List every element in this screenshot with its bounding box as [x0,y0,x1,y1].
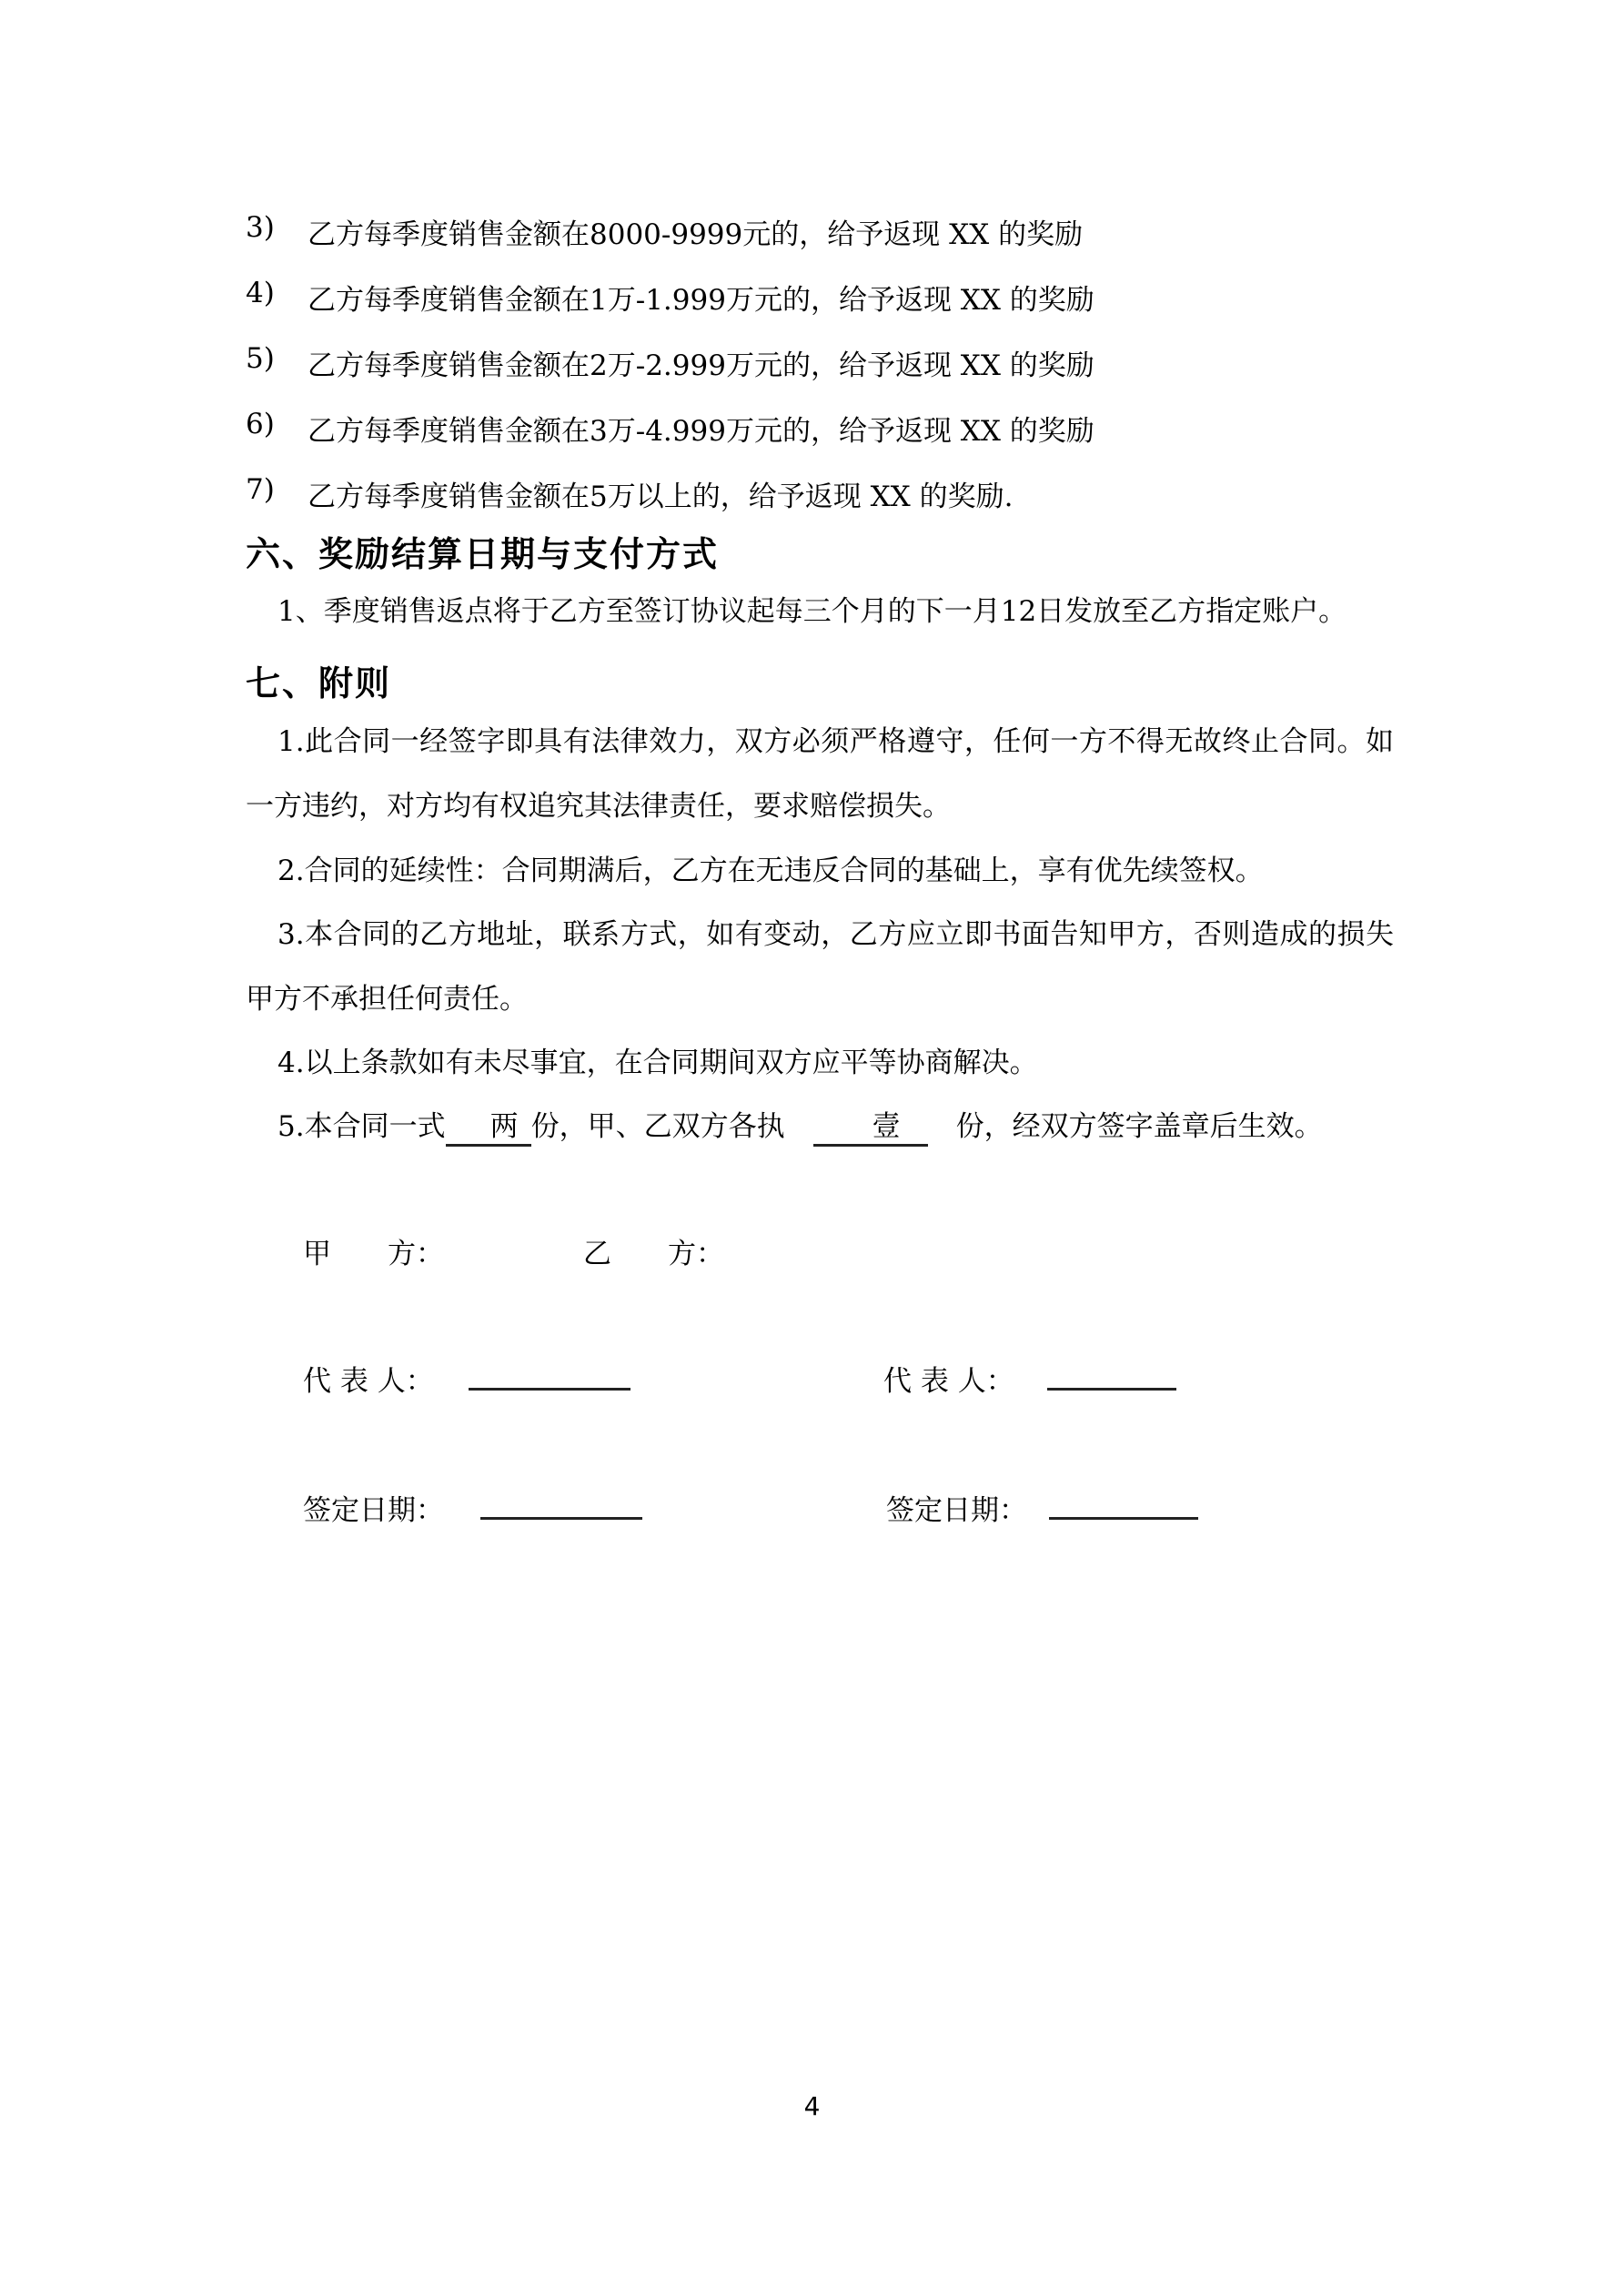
party-b-label: 乙 方： [583,1238,724,1270]
clause-1-line-1: 1.此合同一经签字即具有法律效力，双方必须严格遵守，任何一方不得无故终止合同。如 [277,725,1394,758]
list-item-text: 乙方每季度销售金额在3万-4.999万元的，给予返现 XX 的奖励 [308,415,1094,448]
clause-3-line-1: 3.本合同的乙方地址，联系方式，如有变动，乙方应立即书面告知甲方，否则造成的损失 [277,918,1394,951]
list-item-number: 5) [246,342,275,375]
clause-3-line-2: 甲方不承担任何责任。 [246,983,528,1016]
list-item [0,277,1624,322]
representative-label: 代 表 人： [883,1365,1014,1398]
representative-signature-line [469,1358,630,1391]
page-number: 4 [803,2091,821,2121]
list-item-number: 7) [246,473,275,506]
sign-date-label: 签定日期： [886,1494,1027,1527]
section-heading-six: 六、奖励结算日期与支付方式 [246,534,720,574]
clause-5 [246,1107,1394,1147]
clause-5-prefix: 5.本合同一式 [277,1110,446,1143]
list-item-number: 4) [246,277,275,309]
party-a-representative-row [303,1358,630,1399]
party-a-label: 甲 方： [303,1238,444,1270]
clause-5-middle: 份，甲、乙双方各执 [530,1110,785,1143]
list-item-text: 乙方每季度销售金额在8000-9999元的，给予返现 XX 的奖励 [308,218,1084,251]
representative-signature-line [1047,1358,1176,1391]
list-item-text: 乙方每季度销售金额在1万-1.999万元的，给予返现 XX 的奖励 [308,284,1094,317]
section-six-paragraph: 1、季度销售返点将于乙方至签订协议起每三个月的下一月12日发放至乙方指定账户。 [277,595,1347,628]
party-b-sign-date-row [886,1487,1198,1528]
sign-date-line [1049,1487,1198,1520]
clause-4: 4.以上条款如有未尽事宜，在合同期间双方应平等协商解决。 [277,1047,1038,1079]
list-item [0,211,1624,257]
list-item [0,408,1624,453]
sign-date-label: 签定日期： [303,1494,444,1527]
representative-label: 代 表 人： [303,1365,434,1398]
list-item [0,473,1624,519]
clause-1-line-2: 一方违约，对方均有权追究其法律责任，要求赔偿损失。 [246,790,951,823]
party-b-representative-row [883,1358,1176,1399]
sign-date-line [480,1487,642,1520]
signature-parties-row [303,1230,724,1271]
section-heading-seven: 七、附则 [246,663,392,703]
clause-2: 2.合同的延续性：合同期满后，乙方在无违反合同的基础上，享有优先续签权。 [277,855,1264,887]
list-item [0,342,1624,388]
list-item-text: 乙方每季度销售金额在2万-2.999万元的，给予返现 XX 的奖励 [308,349,1094,382]
list-item-text: 乙方每季度销售金额在5万以上的，给予返现 XX 的奖励. [308,480,1014,513]
list-item-number: 3) [246,211,275,244]
party-a-sign-date-row [303,1487,642,1528]
held-copies-blank-filled: 壹 [813,1109,928,1147]
copies-blank-filled: 两 [446,1109,531,1147]
clause-5-suffix: 份，经双方签字盖章后生效。 [955,1110,1323,1143]
list-item-number: 6) [246,408,275,440]
